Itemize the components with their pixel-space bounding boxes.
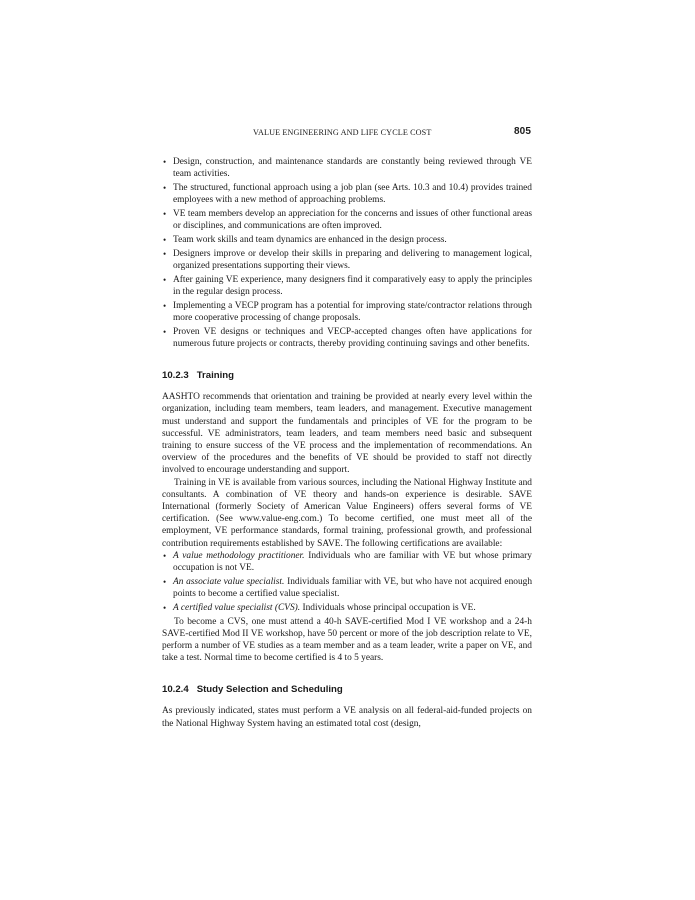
certification-desc: Individuals familiar with VE, but who have not acquired enough points to become a certified value specialist. [173, 576, 533, 600]
list-item-text: Team work skills and team dynamics are enhanced in the design process. [173, 235, 447, 245]
bullet-icon: • [163, 602, 167, 613]
bullet-icon: • [163, 248, 167, 259]
section-number: 10.2.4 [162, 684, 189, 696]
bullet-icon: • [163, 209, 167, 219]
list-item [162, 326, 532, 350]
list-item [162, 550, 532, 574]
bullet-icon: • [163, 300, 167, 311]
page-number: 805 [514, 126, 531, 137]
list-item-text: Implementing a VECP program has a potential for improving state/contractor relations through more cooperative processing of change proposals. [173, 300, 532, 323]
list-item [162, 182, 532, 206]
certification-term: A value methodology practitioner. [173, 550, 305, 561]
paragraph: Training in VE is available from various sources, including the National Highway Institute and consultants. A combination of VE theory and hands-on experience is desirable. SAVE International (formerly Society of American Value Engineers) offers several forms of VE certification. (See www.value-eng.com.) To become certified, one must meet all of the employment, VE performance standards, formal training, professional growth, and professional contribution requirements established by SAVE. The following certifications are available: [162, 477, 532, 549]
section-number: 10.2.3 [162, 370, 189, 382]
list-item [162, 156, 532, 180]
bullet-icon: • [163, 183, 167, 193]
bullet-icon: • [163, 157, 167, 167]
list-item [162, 300, 532, 324]
bullet-icon: • [163, 326, 167, 337]
list-item-text: Designers improve or develop their skills in preparing and delivering to management logical, organized presentations supporting their views. [173, 248, 532, 271]
list-item-text: Proven VE designs or techniques and VECP-accepted changes often have applications for numerous future projects or contracts, thereby providing continuing savings and other benefits. [173, 326, 532, 349]
certification-term: An associate value specialist. [173, 576, 285, 587]
list-item [162, 274, 532, 298]
list-item [162, 576, 532, 600]
section-heading-training [162, 370, 532, 381]
section-heading-study [162, 684, 532, 695]
list-item-text: The structured, functional approach using a job plan (see Arts. 10.3 and 10.4) provides trained employees with a new method of approaching problems. [173, 183, 532, 206]
list-item [162, 234, 532, 246]
running-title: VALUE ENGINEERING AND LIFE CYCLE COST [253, 128, 432, 137]
section-title: Training [196, 370, 234, 382]
certification-desc: Individuals whose principal occupation is VE. [302, 602, 476, 613]
list-item-text: VE team members develop an appreciation for the concerns and issues of other functional areas or disciplines, and communications are often improved. [173, 209, 532, 232]
certification-desc: Individuals who are familiar with VE but whose primary occupation is not VE. [173, 550, 532, 574]
list-item [162, 208, 532, 232]
paragraph: AASHTO recommends that orientation and training be provided at nearly every level within the organization, including team members, team leaders, and management. Executive management must understand and support the fundamentals and principles of VE for the program to be successful. VE administrators, team leaders, and team members need basic and subsequent training to ensure success of the VE process and the implementation of recommendations. An overview of the procedures and the benefits of VE should be provided to staff not directly involved to encourage understanding and support. [162, 392, 532, 476]
running-head [162, 126, 532, 140]
paragraph: To become a CVS, one must attend a 40-h SAVE-certified Mod I VE workshop and a 24-h SAVE-certified Mod II VE workshop, have 50 percent or more of the job description relate to VE, perform a number of VE studies as a team member and as a team leader, write a paper on VE, and take a test. Normal time to become certified is 4 to 5 years. [162, 616, 532, 664]
benefits-list [162, 156, 532, 350]
certification-term: A certified value specialist (CVS). [173, 602, 301, 613]
paragraph: As previously indicated, states must perform a VE analysis on all federal-aid-funded projects on the National Highway System having an estimated total cost (design, [162, 706, 532, 729]
list-item [162, 602, 532, 614]
list-item-text: Design, construction, and maintenance standards are constantly being reviewed through VE team activities. [173, 157, 532, 180]
book-page [162, 126, 532, 730]
list-item-text: After gaining VE experience, many designers find it comparatively easy to apply the principles in the regular design process. [173, 274, 532, 297]
list-item [162, 248, 532, 272]
bullet-icon: • [163, 274, 167, 285]
bullet-icon: • [163, 576, 167, 587]
bullet-icon: • [163, 235, 167, 245]
bullet-icon: • [163, 550, 167, 561]
section-title: Study Selection and Scheduling [196, 684, 343, 696]
certifications-list [162, 550, 532, 614]
